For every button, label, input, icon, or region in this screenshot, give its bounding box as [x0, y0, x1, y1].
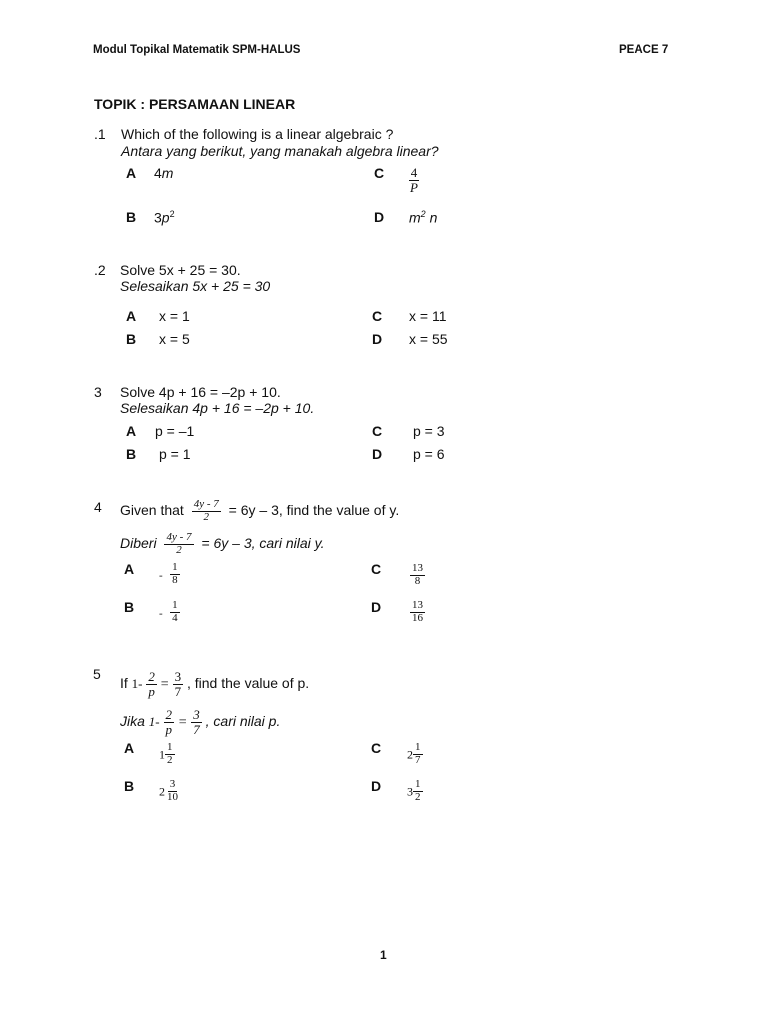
q2-option-b-value: x = 5: [159, 331, 190, 347]
q3-option-d-value: p = 6: [413, 446, 445, 462]
q5-text-ms: Jika 1- $\frac{2}{p}$ = $\frac{3}{7}$ , cari nilai p.: [120, 707, 281, 737]
q5-option-d-value: 3 $\frac{1}{2}$: [407, 778, 421, 803]
q3-text-ms: Selesaikan 4p + 16 = –2p + 10.: [120, 400, 315, 416]
q5-option-a-value: 1 $\frac{1}{2}$: [159, 741, 173, 766]
q1-text-ms: Antara yang berikut, yang manakah algebra linear?: [121, 143, 439, 159]
q2-number: .2: [94, 262, 106, 278]
q1-option-c-value: $\frac{4}{P}$: [410, 165, 418, 195]
q2-option-d-value: x = 55: [409, 331, 448, 347]
q4-option-a-label: A: [124, 561, 135, 577]
q1-option-a-value: 4m: [154, 165, 174, 181]
q1-option-d-label: D: [374, 209, 385, 225]
q2-option-d-label: D: [372, 331, 383, 347]
q1-option-c-label: C: [374, 165, 385, 181]
q4-text-en: Given that $\frac{4y - 7}{2}$ = 6y – 3, find the value of y.: [120, 498, 400, 523]
q5-option-c-value: 2 $\frac{1}{7}$: [407, 741, 421, 766]
q2-option-b-label: B: [126, 331, 137, 347]
q4-option-c-value: $\frac{13}{8}$: [412, 562, 423, 587]
q5-option-b-value: 2 $\frac{3}{10}$: [159, 778, 178, 803]
q5-option-d-label: D: [371, 778, 382, 794]
topic-title: TOPIK : PERSAMAAN LINEAR: [94, 96, 296, 112]
q2-text-ms: Selesaikan 5x + 25 = 30: [120, 278, 271, 294]
q4-option-c-label: C: [371, 561, 382, 577]
q3-option-b-value: p = 1: [159, 446, 191, 462]
q3-option-a-label: A: [126, 423, 137, 439]
q1-option-b-label: B: [126, 209, 137, 225]
q5-option-b-label: B: [124, 778, 135, 794]
q4-number: 4: [94, 499, 102, 515]
q2-text-en: Solve 5x + 25 = 30.: [120, 262, 241, 278]
q4-option-d-label: D: [371, 599, 382, 615]
q3-option-d-label: D: [372, 446, 383, 462]
q1-number: .1: [94, 126, 106, 142]
q5-number: 5: [93, 666, 101, 682]
q4-option-b-value: - $\frac{1}{4}$: [159, 599, 178, 624]
q4-option-b-label: B: [124, 599, 135, 615]
q1-option-d-value: $m^2$ n: [409, 209, 438, 226]
q2-option-a-label: A: [126, 308, 137, 324]
q3-text-en: Solve 4p + 16 = –2p + 10.: [120, 384, 281, 400]
q2-option-a-value: x = 1: [159, 308, 190, 324]
q4-text-ms: Diberi $\frac{4y - 7}{2}$ = 6y – 3, cari nilai y.: [120, 531, 325, 556]
q5-option-c-label: C: [371, 740, 382, 756]
q3-option-a-value: p = –1: [155, 423, 195, 439]
q1-option-b-value: $3p^2$: [154, 209, 175, 226]
q5-option-a-label: A: [124, 740, 135, 756]
q3-number: 3: [94, 384, 102, 400]
header-module-title: Modul Topikal Matematik SPM-HALUS: [93, 44, 301, 56]
q3-option-c-label: C: [372, 423, 383, 439]
q2-option-c-value: x = 11: [409, 308, 447, 324]
q5-text-en: If 1- $\frac{2}{p}$ = $\frac{3}{7}$ , find the value of p.: [120, 669, 310, 699]
q4-option-d-value: $\frac{13}{16}$: [412, 599, 423, 624]
header-code: PEACE 7: [619, 44, 669, 56]
q2-option-c-label: C: [372, 308, 383, 324]
q4-option-a-value: - $\frac{1}{8}$: [159, 561, 178, 586]
q3-option-c-value: p = 3: [413, 423, 445, 439]
q1-text-en: Which of the following is a linear algebraic ?: [121, 126, 394, 142]
q1-option-a-label: A: [126, 165, 137, 181]
q3-option-b-label: B: [126, 446, 137, 462]
page-number: 1: [380, 948, 387, 962]
